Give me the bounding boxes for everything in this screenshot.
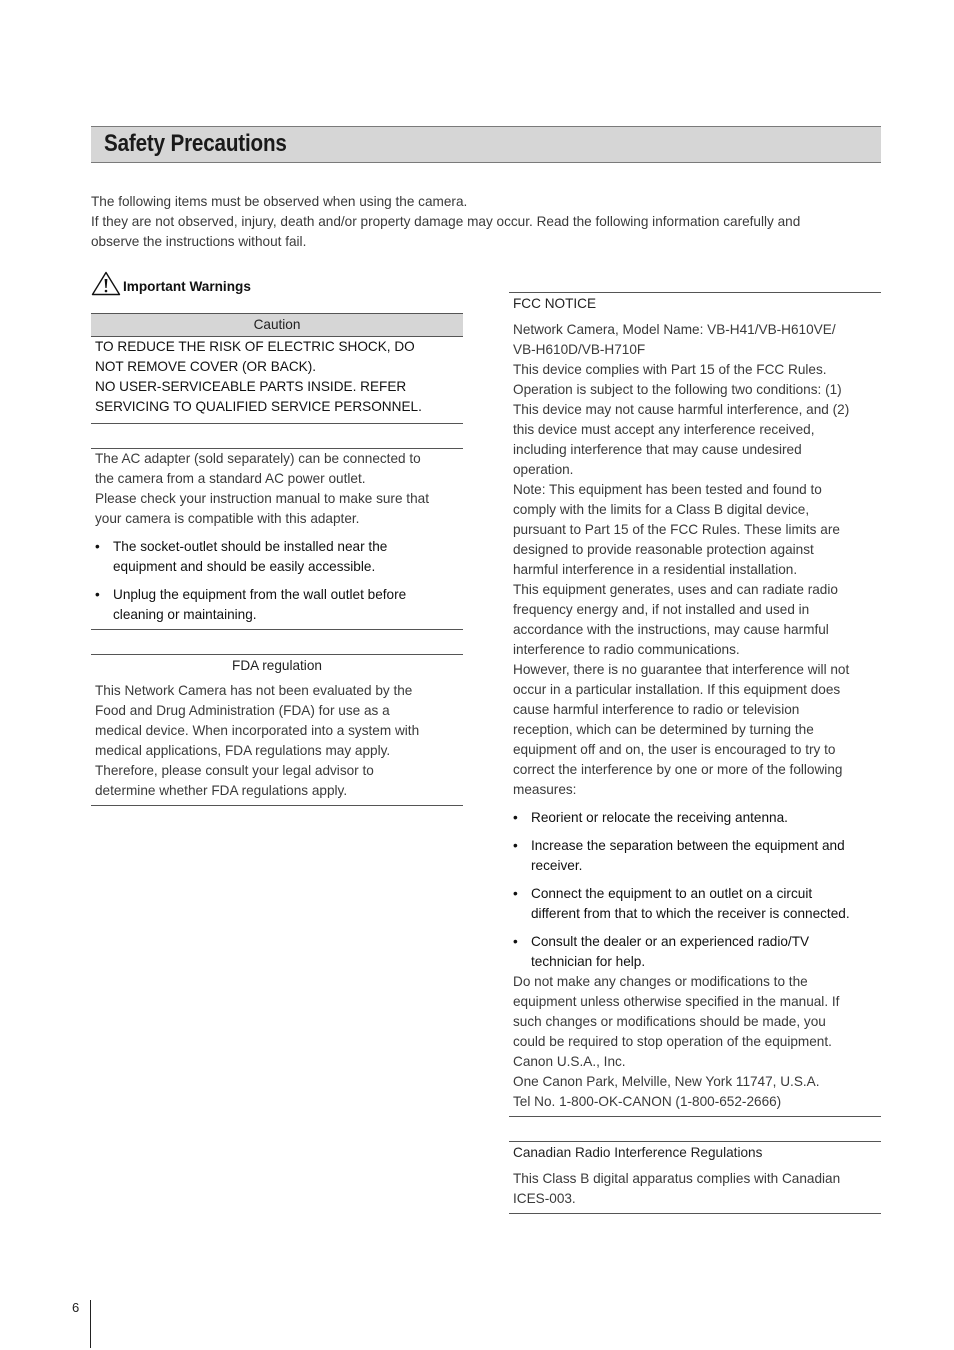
caution-line: NO USER-SERVICEABLE PARTS INSIDE. REFER: [95, 379, 407, 394]
fcc-line: this device must accept any interference received,: [513, 422, 815, 437]
fda-line: medical applications, FDA regulations may apply.: [95, 743, 391, 758]
fcc-line: This device may not cause harmful interference, and (2): [513, 402, 850, 417]
fcc-line: frequency energy and, if not installed and used in: [513, 602, 810, 617]
bullet-line: • Consult the dealer or an experienced radio/TV: [531, 934, 810, 949]
bullet-line: • Increase the separation between the equipment and: [531, 838, 845, 853]
fcc-line: pursuant to Part 15 of the FCC Rules. These limits are: [513, 522, 840, 537]
caution-heading: Caution: [91, 313, 463, 337]
fcc-line: Operation is subject to the following two conditions: (1): [513, 382, 842, 397]
ac-adapter-line: Please check your instruction manual to make sure that: [95, 491, 429, 506]
intro-text: [91, 192, 881, 252]
fcc-text-continued: [509, 972, 881, 1112]
ac-adapter-line: your camera is compatible with this adapter.: [95, 511, 360, 526]
bullet-line: equipment and should be easily accessible.: [113, 559, 376, 574]
bullet-item: [513, 884, 877, 924]
warning-triangle-icon: [91, 271, 121, 296]
fcc-line: cause harmful interference to radio or television: [513, 702, 800, 717]
ac-adapter-box: [91, 448, 463, 630]
intro-line: The following items must be observed when using the camera.: [91, 194, 468, 209]
canadian-line: ICES-003.: [513, 1191, 576, 1206]
intro-line: observe the instructions without fail.: [91, 234, 307, 249]
bullet-line: receiver.: [531, 858, 583, 873]
bullet-line: technician for help.: [531, 954, 646, 969]
fcc-line: correct the interference by one or more of the following: [513, 762, 843, 777]
ac-adapter-text: [91, 449, 463, 529]
canadian-heading: Canadian Radio Interference Regulations: [509, 1141, 881, 1169]
fcc-line: However, there is no guarantee that interference will not: [513, 662, 850, 677]
fda-line: This Network Camera has not been evaluated by the: [95, 683, 413, 698]
ac-adapter-line: The AC adapter (sold separately) can be connected to: [95, 451, 421, 466]
fcc-line: could be required to stop operation of the equipment.: [513, 1034, 832, 1049]
fda-box: [91, 654, 463, 806]
fda-line: Therefore, please consult your legal advisor to: [95, 763, 374, 778]
canadian-box: [509, 1141, 881, 1214]
fcc-line: Canon U.S.A., Inc.: [513, 1054, 626, 1069]
bullet-item: [513, 808, 877, 828]
bullet-item: [95, 585, 459, 625]
fcc-line: equipment off and on, the user is encouraged to try to: [513, 742, 836, 757]
caution-line: SERVICING TO QUALIFIED SERVICE PERSONNEL.: [95, 399, 422, 414]
bullet-line: • Reorient or relocate the receiving antenna.: [531, 810, 788, 825]
bullet-line: • The socket-outlet should be installed near the: [113, 539, 388, 554]
caution-line: NOT REMOVE COVER (OR BACK).: [95, 359, 317, 374]
canadian-text: [509, 1169, 881, 1209]
bullet-line: • Unplug the equipment from the wall outlet before: [113, 587, 407, 602]
fcc-line: Do not make any changes or modifications to the: [513, 974, 808, 989]
bullet-item: [513, 836, 877, 876]
fda-line: medical device. When incorporated into a system with: [95, 723, 420, 738]
bullet-item: [513, 932, 877, 972]
bullet-line: cleaning or maintaining.: [113, 607, 257, 622]
fcc-line: such changes or modifications should be made, you: [513, 1014, 826, 1029]
fda-heading: FDA regulation: [91, 654, 463, 681]
page-margin-rule: [90, 1300, 91, 1348]
fda-line: Food and Drug Administration (FDA) for use as a: [95, 703, 390, 718]
fcc-line: measures:: [513, 782, 577, 797]
fcc-line: Network Camera, Model Name: VB-H41/VB-H610VE/: [513, 322, 836, 337]
right-column: [509, 292, 881, 1214]
fda-text: [91, 681, 463, 801]
fda-line: determine whether FDA regulations apply.: [95, 783, 348, 798]
fcc-line: comply with the limits for a Class B digital device,: [513, 502, 810, 517]
fcc-line: Note: This equipment has been tested and found to: [513, 482, 822, 497]
fcc-line: One Canon Park, Melville, New York 11747, U.S.A.: [513, 1074, 820, 1089]
fcc-line: accordance with the instructions, may cause harmful: [513, 622, 829, 637]
important-warnings-label: Important Warnings: [123, 279, 251, 294]
caution-line: TO REDUCE THE RISK OF ELECTRIC SHOCK, DO: [95, 339, 415, 354]
fcc-line: This device complies with Part 15 of the FCC Rules.: [513, 362, 827, 377]
bullet-line: different from that to which the receiver is connected.: [531, 906, 850, 921]
fcc-line: This equipment generates, uses and can radiate radio: [513, 582, 838, 597]
fcc-line: Tel No. 1-800-OK-CANON (1-800-652-2666): [513, 1094, 782, 1109]
left-column: [91, 313, 463, 806]
page-number: 6: [72, 1300, 80, 1315]
fcc-line: occur in a particular installation. If this equipment does: [513, 682, 841, 697]
fcc-line: harmful interference in a residential installation.: [513, 562, 798, 577]
fcc-line: reception, which can be determined by turning the: [513, 722, 814, 737]
fcc-box: [509, 292, 881, 1117]
ac-adapter-line: the camera from a standard AC power outlet.: [95, 471, 366, 486]
fcc-text: [509, 320, 881, 800]
page-title: Safety Precautions: [104, 130, 287, 157]
fcc-line: interference to radio communications.: [513, 642, 740, 657]
bullet-item: [95, 537, 459, 577]
caution-box: [91, 313, 463, 424]
bullet-line: • Connect the equipment to an outlet on a circuit: [531, 886, 813, 901]
canadian-line: This Class B digital apparatus complies with Canadian: [513, 1171, 841, 1186]
important-warnings-heading: [91, 270, 251, 296]
intro-line: If they are not observed, injury, death and/or property damage may occur. Read the following information carefully and: [91, 214, 801, 229]
fcc-line: VB-H610D/VB-H710F: [513, 342, 646, 357]
fcc-line: operation.: [513, 462, 574, 477]
fcc-line: including interference that may cause undesired: [513, 442, 802, 457]
fcc-line: designed to provide reasonable protection against: [513, 542, 814, 557]
fcc-bullets: [509, 808, 881, 972]
ac-adapter-bullets: [91, 537, 463, 625]
fcc-line: equipment unless otherwise specified in the manual. If: [513, 994, 840, 1009]
fcc-heading: FCC NOTICE: [509, 292, 881, 320]
caution-text: [91, 337, 463, 417]
section-title-bar: [91, 126, 881, 163]
